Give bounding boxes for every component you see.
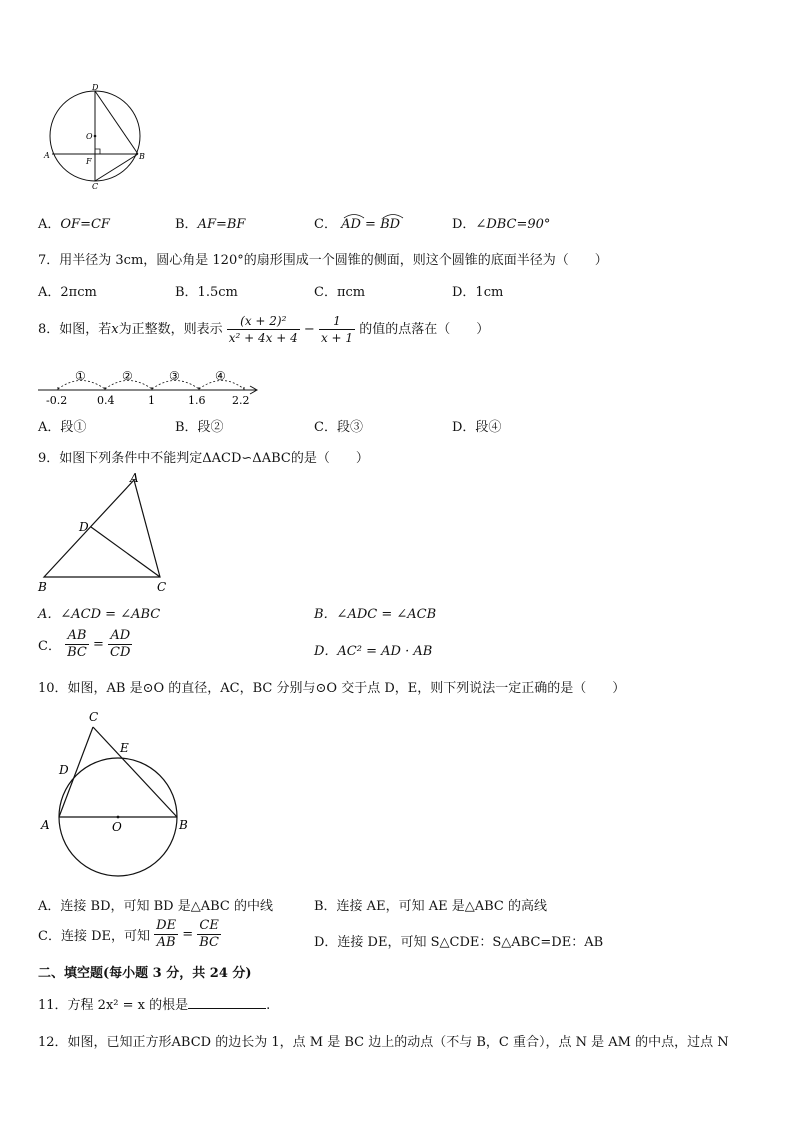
q8-stem-mid: 为正整数，则表示 <box>118 322 223 337</box>
q10-c-num2: CE <box>197 918 221 935</box>
q6-option-b <box>175 213 245 232</box>
q9-option-c-letter: C． <box>38 639 61 654</box>
q8-tick-3: 1 <box>148 394 155 407</box>
q6-label-c: C <box>92 182 99 191</box>
q8-option-a: A．段① <box>38 420 87 435</box>
q10-label-c: C <box>89 710 99 724</box>
q8-tick-5: 2.2 <box>232 394 250 407</box>
q8-option-d: D．段④ <box>452 420 502 435</box>
q8-minus: − <box>303 322 315 337</box>
q12-stem: 12．如图，已知正方形ABCD 的边长为 1，点 M 是 BC 边上的动点（不与 B，C 重合），点 N 是 AM 的中点，过点 N <box>38 1035 729 1050</box>
q6-option-b-letter: B． <box>175 217 198 232</box>
q11-text: 11．方程 2x² = x 的根是 <box>38 998 189 1013</box>
q10-option-c-pre: C．连接 DE，可知 <box>38 929 150 944</box>
q6-option-d <box>452 213 550 232</box>
q9-option-d: D．AC² = AD · AB <box>314 644 433 659</box>
q8-fraction-1 <box>227 313 300 346</box>
q10-option-a: A．连接 BD，可知 BD 是△ABC 的中线 <box>38 899 273 914</box>
q7-option-d: D．1cm <box>452 285 504 300</box>
q6-option-c-eq: = <box>365 217 376 232</box>
q10-option-b: B．连接 AE，可知 AE 是△ABC 的高线 <box>314 899 547 914</box>
q10-label-d: D <box>59 763 69 777</box>
q9-label-a: A <box>130 471 139 485</box>
q8-frac1-den: x² + 4x + 4 <box>228 331 298 345</box>
q10-option-d: D．连接 DE，可知 S△CDE：S△ABC=DE：AB <box>314 935 604 950</box>
q6-option-c <box>314 213 400 232</box>
q9-label-b: B <box>38 580 47 594</box>
q6-option-c-letter: C． <box>314 217 337 232</box>
q7-option-b: B．1.5cm <box>175 285 238 300</box>
q6-label-a: A <box>44 151 50 160</box>
q8-tick-4: 1.6 <box>188 394 206 407</box>
q8-frac2-den: x + 1 <box>320 331 354 345</box>
q9-stem: 9．如图下列条件中不能判定ΔACD∽ΔABC的是（ ） <box>38 451 369 466</box>
q10-label-a: A <box>41 818 50 832</box>
q10-label-e: E <box>120 741 129 755</box>
q8-option-b: B．段② <box>175 420 224 435</box>
q10-c-den2: BC <box>199 935 219 950</box>
q9-option-b: B．∠ADC = ∠ACB <box>314 607 437 622</box>
q9-c-num2: AD <box>108 628 132 645</box>
q8-segment-1: ① <box>75 369 86 383</box>
q6-arc-mark-bd <box>382 213 404 219</box>
q8-number-line <box>36 364 266 408</box>
q8-option-c: C．段③ <box>314 420 363 435</box>
q8-tick-1: -0.2 <box>46 394 68 407</box>
q10-c-den1: AB <box>156 935 176 950</box>
q9-c-fraction-1 <box>65 628 89 661</box>
q9-c-eq: = <box>92 637 104 652</box>
q6-option-d-letter: D． <box>452 217 476 232</box>
q6-option-c-right: BD <box>380 217 401 232</box>
q9-c-den1: BC <box>67 645 87 660</box>
q8-stem-post: 的值的点落在（ ） <box>359 322 490 337</box>
q6-option-a-letter: A． <box>38 217 61 232</box>
q8-fraction-2 <box>319 313 355 346</box>
q9-c-fraction-2 <box>108 628 132 661</box>
q9-label-d: D <box>79 520 89 534</box>
q10-c-fraction-2 <box>197 918 221 951</box>
q6-option-b-text: AF=BF <box>197 217 246 232</box>
section-heading: 二、填空题(每小题 3 分，共 24 分) <box>38 966 252 981</box>
q7-option-c: C．πcm <box>314 285 366 300</box>
q6-label-f: F <box>86 157 92 166</box>
q8-segment-4: ④ <box>215 369 226 383</box>
q8-frac2-num: 1 <box>319 313 355 330</box>
q8-segment-3: ③ <box>169 369 180 383</box>
q10-stem: 10．如图，AB 是⊙O 的直径，AC，BC 分别与⊙O 交于点 D，E，则下列说法一定正确的是（ ） <box>38 681 626 696</box>
q11-answer-blank[interactable] <box>188 996 266 1009</box>
q8-tick-2: 0.4 <box>97 394 115 407</box>
q6-label-d: D <box>92 83 99 92</box>
q9-option-a: A．∠ACD = ∠ABC <box>38 607 161 622</box>
q10-label-o: O <box>112 820 122 834</box>
q10-label-b: B <box>179 818 188 832</box>
q8-var: x <box>111 322 119 337</box>
q10-c-fraction-1 <box>154 918 178 951</box>
q6-option-a-text: OF=CF <box>60 217 110 232</box>
q11 <box>38 994 270 1013</box>
q7-stem: 7．用半径为 3cm，圆心角是 120°的扇形围成一个圆锥的侧面，则这个圆锥的底面半径为（ ） <box>38 253 608 268</box>
q9-c-den2: CD <box>110 645 131 660</box>
q8-stem-pre: 8．如图，若 <box>38 322 112 337</box>
q6-label-b: B <box>139 152 145 161</box>
q6-arc-mark-ad <box>343 213 365 219</box>
q9-option-c <box>38 628 132 661</box>
q6-option-c-left: AD <box>341 217 361 232</box>
q8-stem <box>38 313 489 346</box>
q9-c-num1: AB <box>65 628 89 645</box>
q8-segment-2: ② <box>122 369 133 383</box>
q10-option-c <box>38 918 221 951</box>
q6-circle-figure <box>40 80 150 192</box>
q9-label-c: C <box>157 580 167 594</box>
q6-option-d-text: ∠DBC=90° <box>475 217 551 232</box>
q6-label-o: O <box>86 132 93 141</box>
q8-frac1-num: (x + 2)² <box>227 313 300 330</box>
q7-option-a: A．2πcm <box>38 285 97 300</box>
q6-option-a <box>38 213 110 232</box>
q10-c-num1: DE <box>156 918 177 933</box>
q9-triangle-figure <box>32 470 182 598</box>
q10-c-eq: = <box>182 927 194 942</box>
q11-post: . <box>266 998 271 1013</box>
q10-circle-figure <box>36 705 196 881</box>
